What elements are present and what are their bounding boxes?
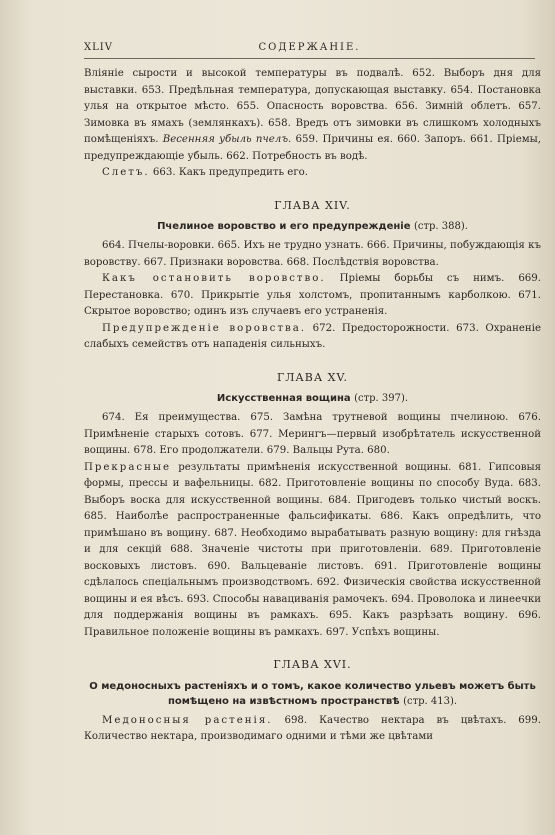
chapter-subtitle-16 [84, 679, 541, 709]
intro-paragraph [84, 66, 541, 165]
chapter-15-paragraph-1: 674. Ея преимущества. 675. Замѣна трутневой вощины пчелиною. 676. Примѣненіе старыхъ сотовъ. 677. Мерингъ—первый изобрѣтатель искусственной вощины. 678. Его продолжатели. 679. Вальцы Рута. 680. [84, 412, 541, 456]
intro-spaced-heading: Слетъ. [102, 167, 150, 178]
chapter-16-page-ref: (стр. 413). [403, 695, 458, 707]
chapter-15-title: Искусственная вощина [216, 393, 351, 404]
chapter-14-text-2: Пріемы борьбы съ нимъ. 669. Перестановка. 670. Прикрытіе улья холстомъ, пропитаннымъ карболкою. 671. Скрытое воровство; одинъ изъ случаевъ его устраненія. [84, 273, 541, 317]
chapter-14-paragraph-3 [84, 321, 541, 354]
chapter-16-paragraph-1 [84, 713, 541, 746]
running-title: СОДЕРЖАНІЕ. [258, 42, 361, 53]
intro-text-2: 663. Какъ предупредить его. [149, 167, 309, 178]
chapter-15-page-ref: (стр. 397). [354, 393, 409, 404]
chapter-16-spaced-heading: Медоносныя растенія. [102, 714, 273, 726]
chapter-heading-14: ГЛАВА XIV. [274, 198, 351, 212]
chapter-16-title: О медоносныхъ растеніяхъ и о томъ, какое количество ульевъ можетъ быть помѣщено на извѣстномъ пространствѣ [89, 680, 536, 707]
chapter-14-spaced-heading-1: Какъ остановить воровство. [102, 273, 326, 284]
chapter-14-page-ref: (стр. 388). [413, 221, 468, 232]
intro-text: Вліяніе сырости и высокой температуры въ подвалѣ. 652. Выборъ дня для выставки. 653. Предѣльная температура, допускающая выставку. 654. Постановка улья на открытое мѣсто. 655. Опасность воровства. 656. Зимній облетъ. 657. Зимовка въ ямахъ (землянкахъ). 658. Вредъ отъ зимовки въ слишкомъ холодныхъ помѣщеніяхъ. [84, 68, 541, 145]
page-number: XLIV [84, 42, 113, 53]
chapter-subtitle-14 [84, 219, 541, 234]
chapter-subtitle-15 [84, 391, 541, 406]
intro-italic-heading: Весенняя убыль пчелъ. [162, 134, 292, 145]
chapter-16-text-1: 698. Качество нектара въ цвѣтахъ. 699. Количество нектара, производимаго одними и тѣми же цвѣтами [84, 714, 541, 742]
intro-paragraph-2 [84, 165, 541, 182]
chapter-heading-15: ГЛАВА XV. [276, 370, 349, 384]
chapter-14-text-3: 672. Предосторожности. 673. Охраненіе слабыхъ семействъ отъ нападенія сильныхъ. [84, 322, 542, 350]
chapter-heading-16: ГЛАВА XVI. [273, 658, 352, 671]
chapter-15-paragraph-2 [84, 460, 541, 642]
running-header [84, 40, 535, 59]
chapter-15-spaced-word: Прекрасные [84, 461, 172, 473]
chapter-15-text-2: результаты примѣненія искусственной вощины. 681. Гипсовыя формы, прессы и вафельницы. 682. Приготовленіе вощины по способу Вуда. 683. Выборъ воска для искусственной вощины. 684. Пригодевъ только чистый воскъ. 685. Наиболѣе распространенные фальсификаты. 686. Какъ опредѣлить, что примѣшано въ вощину. 687. Необходимо вырабатывать разную вощину: для гнѣзда и для секцій 688. Значеніе чистоты при приготовленіи. 689. Приготовленіе восковыхъ листовъ. 690. Вальцеваніе листовъ. 691. Приготовленіе вощины сдѣлалось спеціальнымъ производствомъ. 692. Физическія свойства искусственной вощины и ея вѣсъ. 693. Способы навациванія рамочекъ. 694. Проволока и линеечки для поддержанія вощины въ рамкахъ. 695. Какъ разрѣзать вощину. 696. Правильное положеніе вощины въ рамкахъ. 697. Успѣхъ вощины. [84, 461, 541, 638]
chapter-14-spaced-heading-2: Предупрежденіе воровства. [102, 322, 307, 334]
chapter-14-paragraph-1: 664. Пчелы-воровки. 665. Ихъ не трудно узнать. 666. Причины, побуждающія къ воровству. 667. Признаки воровства. 668. Послѣдствія воровства. [84, 240, 541, 268]
page-body [84, 66, 541, 746]
chapter-14-title: Пчелиное воровство и его предупрежденіе [157, 221, 411, 232]
intro-text-cont: 659. Причины ея. 660. Запоръ. 661. Пріемы, предупреждающіе убыль. 662. Потребность въ водѣ. [84, 134, 541, 162]
chapter-14-paragraph-2 [84, 271, 541, 321]
